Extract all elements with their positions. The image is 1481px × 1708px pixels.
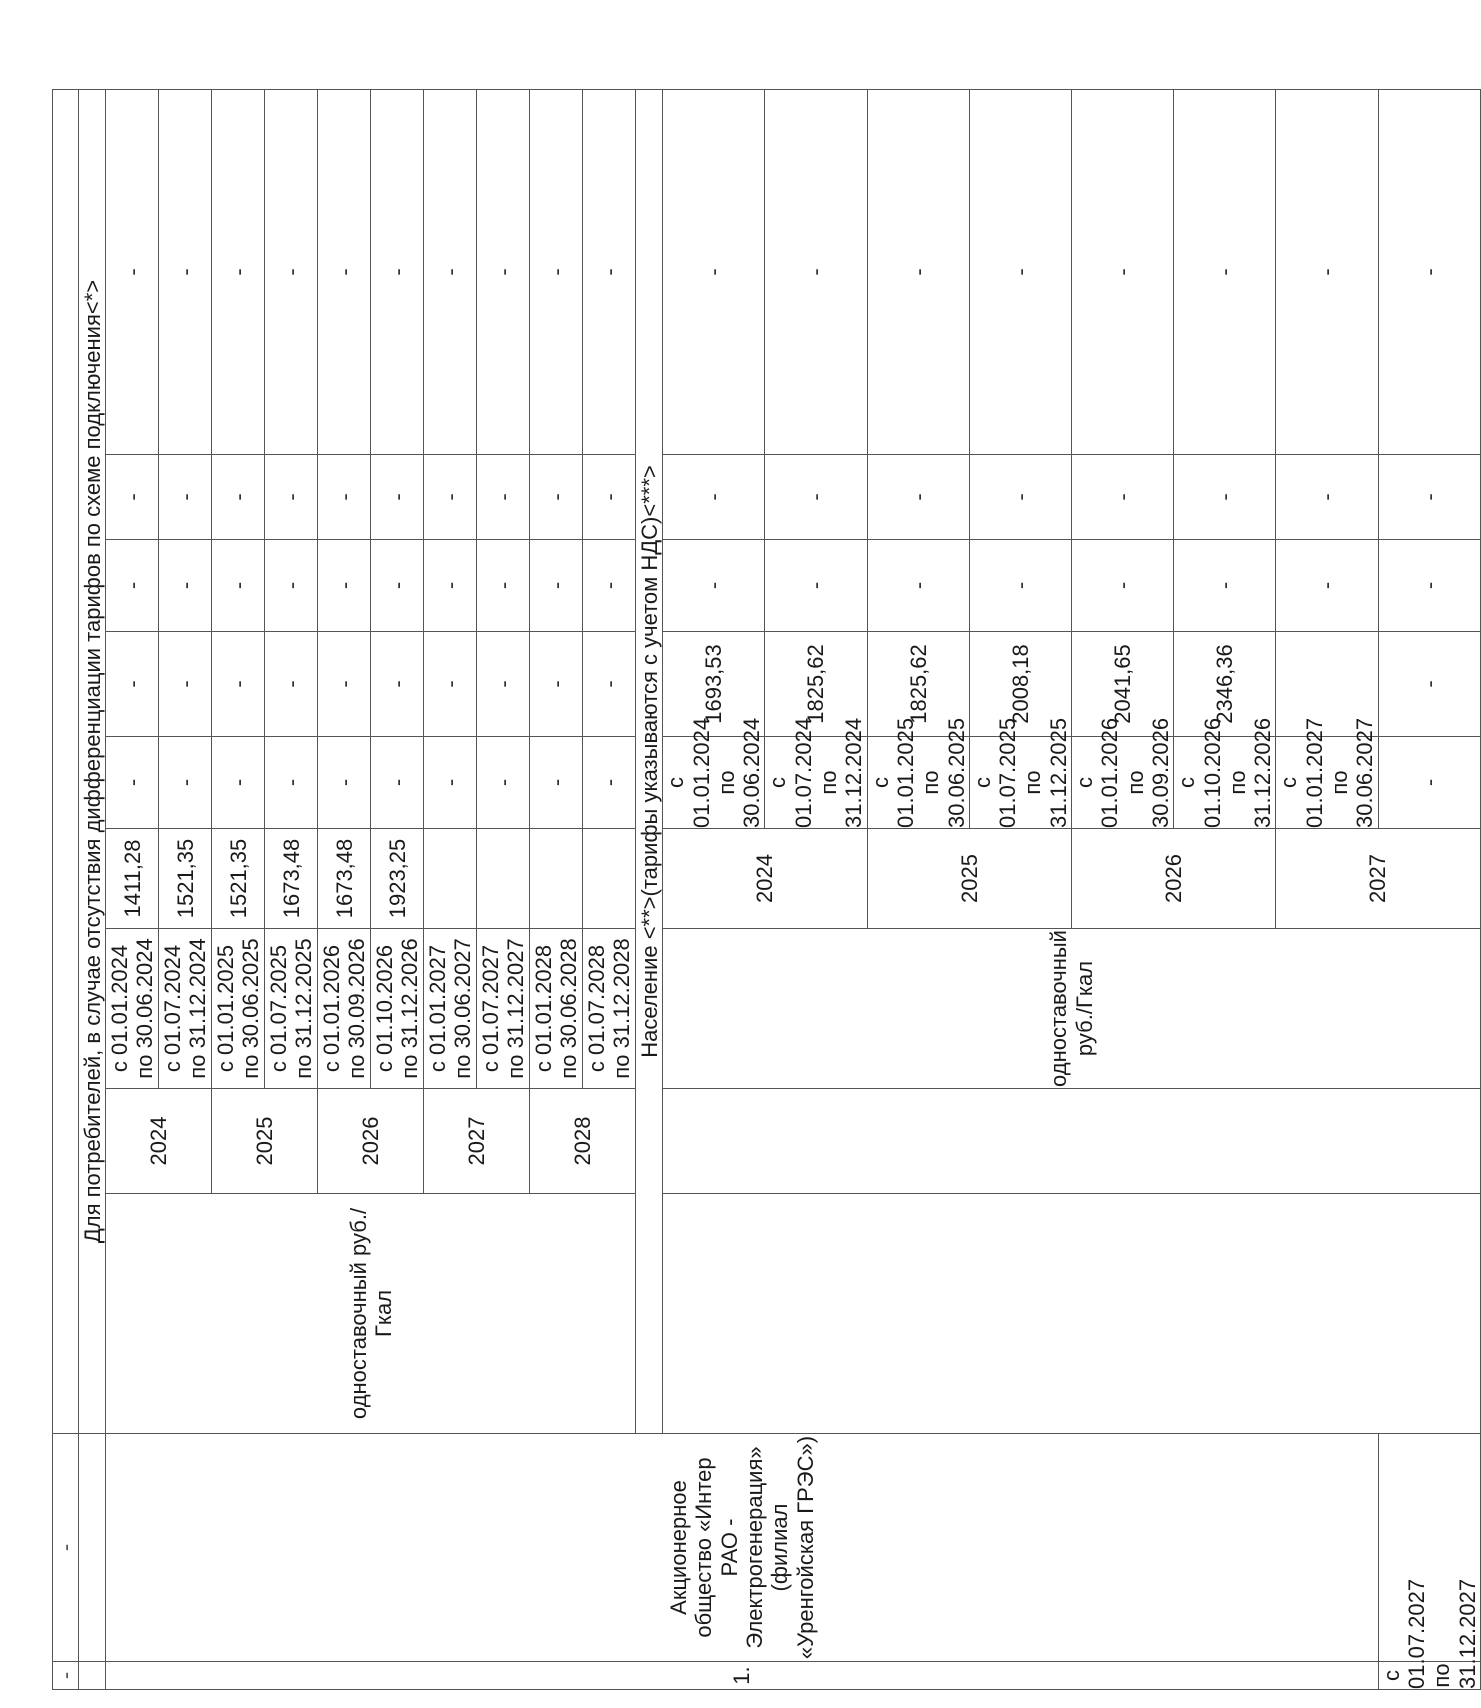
period-to: по 30.06.2028 [556,938,582,1079]
period-to: по 31.12.2024 [816,717,867,828]
dash-cell: - [424,89,477,454]
period-from: с 01.01.2024 [663,717,714,828]
dash-cell: - [159,89,212,454]
dash-cell: - [1072,540,1174,632]
dash-cell: - [265,89,318,454]
period-to: по 31.12.2027 [503,938,529,1079]
dash-cell: - [318,455,371,540]
tariff-value-cell [530,829,583,929]
row-number-cell: 1. [106,1662,1378,1690]
period-to: по 30.06.2027 [450,938,476,1079]
period-from: с 01.07.2025 [266,944,291,1073]
dash-cell: - [867,455,969,540]
period-from: с 01.01.2028 [531,944,556,1073]
dash-cell: - [477,737,530,829]
dash-cell: - [371,455,424,540]
tariff-value-cell: 2346,36 [1174,632,1276,737]
tariff-value-cell: 2008,18 [969,632,1071,737]
tariff-value-cell [424,829,477,929]
dash-cell: - [1174,540,1276,632]
period-cell [765,717,867,829]
period-cell [371,929,424,1089]
dash-cell: - [583,540,636,632]
dash-cell: - [1276,540,1378,632]
dash-cell: - [530,632,583,737]
rate-type-cell: одноставочный руб./Гкал [663,929,1481,1089]
dash-cell: - [867,540,969,632]
rate-type-cell: одноставочный руб./Гкал [106,1194,636,1434]
period-from: с 01.07.2024 [765,717,816,828]
period-from: с 01.01.2026 [1072,717,1123,828]
period-to: по 30.06.2027 [1327,717,1378,828]
year-cell: 2026 [1072,829,1276,929]
dash-cell: - [583,737,636,829]
dash-cell: - [765,455,867,540]
period-to: по 31.12.2027 [1429,1578,1480,1689]
dash-cell: - [583,632,636,737]
section-spacer [79,1662,106,1690]
dash-cell: - [424,540,477,632]
dash-cell: - [969,89,1071,454]
tariff-value-cell: 1521,35 [159,829,212,929]
dash-cell: - [212,632,265,737]
period-from: с 01.07.2025 [969,717,1021,828]
period-cell [867,717,969,829]
dash-cell: - [530,540,583,632]
section-spacer [79,1434,106,1662]
dash-cell: - [1378,455,1480,540]
dash-cell: - [867,89,969,454]
period-cell [1072,717,1174,829]
dash-cell: - [1174,455,1276,540]
period-cell [969,717,1071,829]
period-cell [159,929,212,1089]
tariff-value-cell: 1521,35 [212,829,265,929]
dash-cell: - [159,455,212,540]
dash-cell: - [1378,540,1480,632]
period-from: с 01.01.2027 [425,944,450,1073]
dash-cell: - [106,737,159,829]
period-from: с 01.01.2025 [213,944,238,1073]
organization-cell [663,1089,1481,1194]
dash-cell: - [371,632,424,737]
year-cell: 2026 [318,1089,424,1194]
period-to: по 30.09.2026 [344,938,370,1079]
dash-cell: - [424,737,477,829]
period-from: с 01.01.2025 [867,717,918,828]
period-cell [265,929,318,1089]
dash-cell: - [106,455,159,540]
dash-cell: - [159,632,212,737]
period-to: по 30.06.2024 [132,938,158,1079]
section-title-general: Для потребителей, в случае отсутствия дифференциации тарифов по схеме подключения<*> [79,89,106,1433]
tariff-value-cell: 1693,53 [663,632,765,737]
dash-cell: - [265,455,318,540]
period-cell [1378,1578,1480,1690]
dash-cell: - [477,632,530,737]
year-cell: 2027 [1276,829,1480,929]
period-to: по 30.06.2025 [918,717,969,828]
tariff-value-cell: 1923,25 [371,829,424,929]
period-from: с 01.07.2024 [160,944,185,1073]
period-to: по 30.06.2024 [713,717,765,828]
period-cell [1276,717,1378,829]
tariff-value-cell [477,829,530,929]
tariff-value-cell: 1673,48 [265,829,318,929]
dash-cell: - [1378,89,1480,454]
dash-cell: - [318,737,371,829]
tariff-value-cell: 1673,48 [318,829,371,929]
year-cell: 2024 [106,1089,212,1194]
period-to: по 31.12.2025 [1020,717,1071,828]
table-row [106,89,159,1689]
period-from: с 01.01.2027 [1276,717,1327,828]
dash-cell: - [1174,89,1276,454]
dash-cell: - [371,540,424,632]
tariff-value-cell: 2041,65 [1072,632,1174,737]
period-from: с 01.01.2026 [319,944,344,1073]
period-cell [583,929,636,1089]
dash-cell: - [477,89,530,454]
dash-cell: - [663,89,765,454]
dash-cell: - [424,632,477,737]
dash-cell: - [424,455,477,540]
dash-cell: - [265,540,318,632]
section-row-general [79,89,106,1689]
period-from: с 01.07.2027 [1378,1578,1429,1689]
tariff-value-cell: 1825,62 [867,632,969,737]
dash-cell: - [969,455,1071,540]
dash-cell: - [1378,632,1480,737]
header-cell-number: - [53,1662,79,1690]
dash-cell: - [106,632,159,737]
header-cell-empty [53,89,79,1433]
period-to: по 31.12.2025 [291,938,317,1079]
period-to: по 31.12.2028 [609,938,635,1079]
dash-cell: - [663,540,765,632]
dash-cell: - [265,737,318,829]
period-cell [318,929,371,1089]
period-from: с 01.10.2026 [372,944,397,1073]
period-to: по 30.06.2025 [238,938,264,1079]
dash-cell: - [477,455,530,540]
dash-cell: - [212,737,265,829]
dash-cell: - [106,540,159,632]
period-from: с 01.10.2026 [1174,717,1225,828]
period-from: с 01.01.2024 [107,944,132,1073]
dash-cell: - [106,89,159,454]
dash-cell: - [1276,89,1378,454]
dash-cell: - [530,737,583,829]
dash-cell: - [1072,455,1174,540]
tariff-value-cell: 1411,28 [106,829,159,929]
dash-cell: - [530,455,583,540]
year-cell: 2025 [212,1089,318,1194]
dash-cell: - [159,737,212,829]
dash-cell: - [265,632,318,737]
dash-cell: - [530,89,583,454]
dash-cell: - [318,632,371,737]
period-to: по 31.12.2026 [1224,717,1276,828]
dash-cell: - [663,455,765,540]
period-cell [1174,717,1276,829]
dash-cell: - [1378,737,1480,829]
period-to: по 31.12.2026 [397,938,423,1079]
dash-cell: - [765,89,867,454]
section-title-population: Население <**>(тарифы указываются с учетом НДС)<***> [636,89,663,1433]
dash-cell: - [318,89,371,454]
year-cell: 2027 [424,1089,530,1194]
dash-cell: - [212,540,265,632]
period-cell [530,929,583,1089]
dash-cell: - [159,540,212,632]
year-cell: 2025 [867,829,1071,929]
dash-cell: - [1072,89,1174,454]
dash-cell: - [969,540,1071,632]
period-cell [477,929,530,1089]
dash-cell: - [371,737,424,829]
period-from: с 01.07.2028 [584,944,609,1073]
year-cell: 2024 [663,829,867,929]
period-cell [106,929,159,1089]
dash-cell: - [583,89,636,454]
header-cell-organization: - [53,1434,79,1662]
dash-cell: - [318,540,371,632]
period-to: по 30.09.2026 [1122,717,1173,828]
tariff-value-cell [583,829,636,929]
dash-cell: - [371,89,424,454]
row-number-cell [663,1194,1481,1434]
dash-cell: - [765,540,867,632]
period-cell [424,929,477,1089]
period-cell [663,717,765,829]
organization-cell: Акционерное общество «Интер РАО - Электрогенерация» (филиал «Уренгойская ГРЭС») [106,1434,1378,1662]
dash-cell: - [212,89,265,454]
dash-cell: - [212,455,265,540]
year-cell: 2028 [530,1089,636,1194]
period-from: с 01.07.2027 [478,944,503,1073]
dash-cell: - [477,540,530,632]
period-cell [212,929,265,1089]
tariff-value-cell: 1825,62 [765,632,867,737]
dash-cell: - [583,455,636,540]
dash-cell: - [1276,455,1378,540]
header-row [53,89,79,1689]
period-to: по 31.12.2024 [185,938,211,1079]
tariff-table [52,89,1481,1690]
rotated-tariff-document [52,90,1480,1690]
